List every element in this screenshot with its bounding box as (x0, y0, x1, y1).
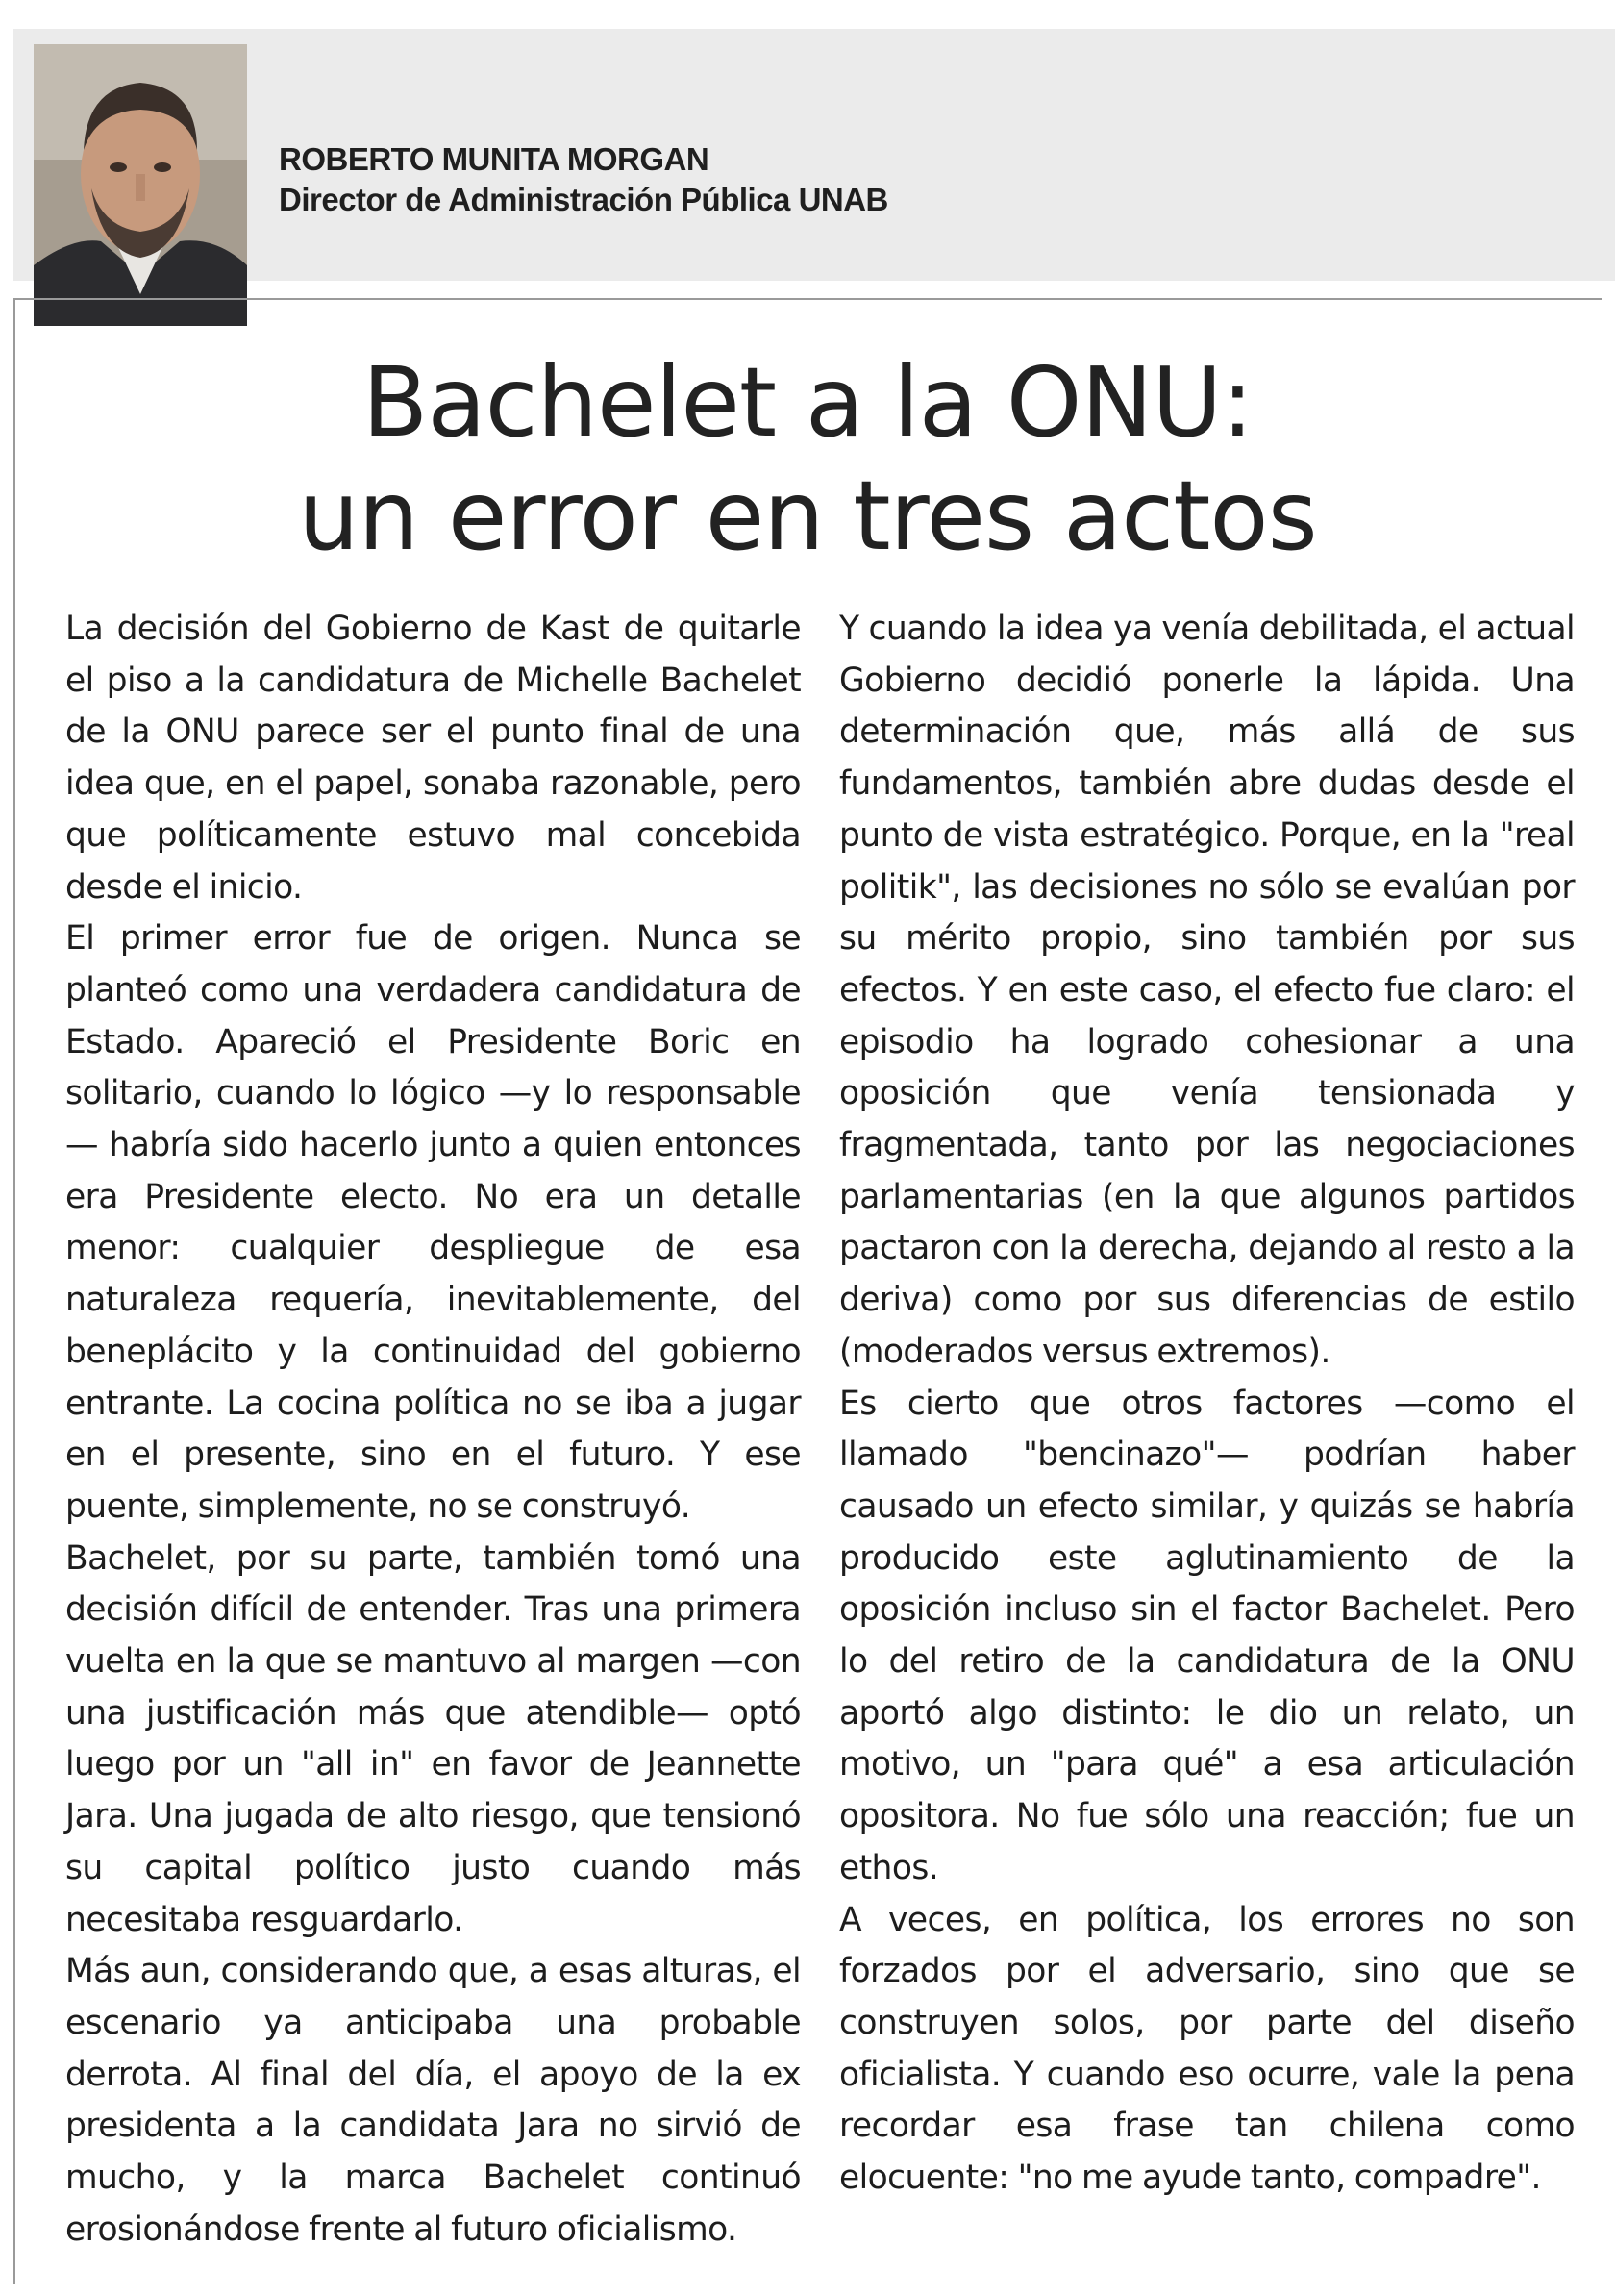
paragraph: Es cierto que otros factores —como el llamado "bencinazo"— podrían haber causado un efecto similar, y quizás se habría producido este aglutinamiento de la oposición incluso sin el factor Bachelet. Pero lo del retiro de la candidatura de la ONU aportó algo distinto: le dio un relato, un motivo, un "para qué" a esa articulación opositora. No fue sólo una reacción; fue un ethos. (839, 1384, 1575, 1887)
paragraph: El primer error fue de origen. Nunca se planteó como una verdadera candidatura de Estado. Apareció el Presidente Boric en solitario, cuando lo lógico —y lo responsable— habría sido hacerlo junto a quien entonces era Presidente electo. No era un detalle menor: cualquier despliegue de esa naturaleza requería, inevitablemente, del beneplácito y la continuidad del gobierno entrante. La cocina política no se iba a jugar en el presente, sino en el futuro. Y ese puente, simplemente, no se construyó. (65, 919, 801, 1526)
paragraph: La decisión del Gobierno de Kast de quitarle el piso a la candidatura de Michelle Bachelet de la ONU parece ser el punto final de una idea que, en el papel, sonaba razonable, pero que políticamente estuvo mal concebida desde el inicio. (65, 610, 801, 907)
headline-line-1: Bachelet a la ONU: (361, 346, 1254, 459)
paragraph: Y cuando la idea ya venía debilitada, el actual Gobierno decidió ponerle la lápida. Una determinación que, más allá de sus fundamentos, también abre dudas desde el punto de vista estratégico. Porque, en la "real politik", las decisiones no sólo se evalúan por su mérito propio, sino también por sus efectos. Y en este caso, el efecto fue claro: el episodio ha logrado cohesionar a una oposición que venía tensionada y fragmentada, tanto por las negociaciones parlamentarias (en la que algunos partidos pactaron con la derecha, dejando al resto a la deriva) como por sus diferencias de estilo (moderados versus extremos). (839, 610, 1575, 1371)
body-column-right (839, 604, 1575, 2205)
author-name: ROBERTO MUNITA MORGAN (279, 141, 709, 177)
author-byline (279, 139, 888, 220)
headline-line-2: un error en tres actos (298, 460, 1317, 572)
paragraph: Más aun, considerando que, a esas alturas, el escenario ya anticipaba una probable derrota. Al final del día, el apoyo de la ex presidenta a la candidata Jara no sirvió de mucho, y la marca Bachelet continuó erosionándose frente al futuro oficialismo. (65, 1952, 801, 2249)
paragraph: Bachelet, por su parte, también tomó una decisión difícil de entender. Tras una primera vuelta en la que se mantuvo al margen —con una justificación más que atendible— optó luego por un "all in" en favor de Jeannette Jara. Una jugada de alto riesgo, que tensionó su capital político justo cuando más necesitaba resguardarlo. (65, 1538, 801, 1939)
author-role: Director de Administración Pública UNAB (279, 182, 888, 217)
article-body (65, 604, 1575, 2258)
article-headline (38, 346, 1577, 573)
body-column-left (65, 604, 801, 2257)
author-photo (34, 44, 247, 326)
paragraph: A veces, en política, los errores no son forzados por el adversario, sino que se construyen solos, por parte del diseño oficialista. Y cuando eso ocurre, vale la pena recordar esa frase tan chilena como elocuente: "no me ayude tanto, compadre". (839, 1900, 1575, 2198)
